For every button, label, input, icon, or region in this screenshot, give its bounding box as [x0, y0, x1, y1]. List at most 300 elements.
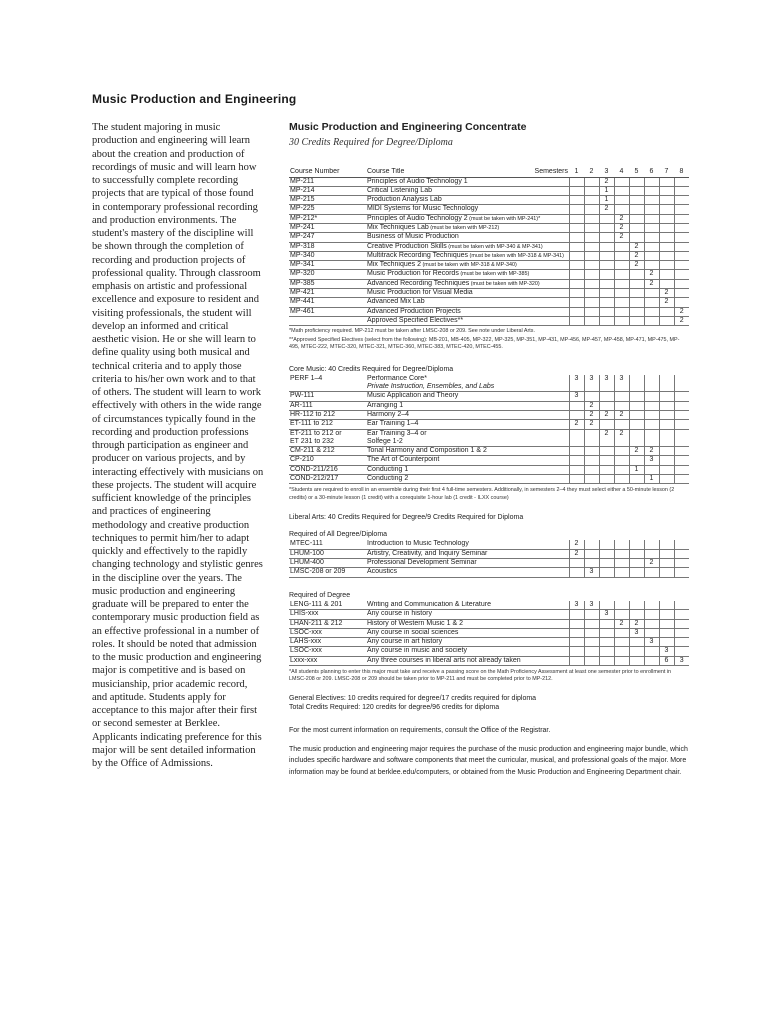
- semester-3-credits: [599, 656, 614, 665]
- semester-8-credits: [674, 559, 689, 568]
- course-title-text: Music Production for Records: [367, 270, 459, 278]
- table-row: [289, 177, 689, 186]
- semester-4-credits: [614, 316, 629, 325]
- semester-3-credits: [599, 316, 614, 325]
- semester-2-credits: [584, 447, 599, 456]
- semester-4-credits: [614, 186, 629, 195]
- semester-8-credits: [674, 270, 689, 279]
- semester-4-credits: [614, 279, 629, 288]
- course-number-text: MP-441: [290, 298, 315, 306]
- semester-6-credits: [644, 420, 659, 429]
- course-title-text: Advanced Mix Lab: [367, 298, 425, 306]
- course-title: [366, 465, 569, 474]
- course-title: [366, 549, 569, 558]
- course-number-text: LHAN-211 & 212: [290, 619, 343, 627]
- semester-4-credits: 2: [614, 410, 629, 419]
- table-row: [289, 251, 689, 260]
- total-credits: Total Credits Required: 120 credits for degree/96 credits for diploma: [289, 703, 500, 711]
- table-row: [289, 656, 689, 665]
- course-title-text: Professional Development Seminar: [367, 559, 477, 567]
- course-number: [289, 456, 366, 465]
- course-title-text: Mix Techniques Lab: [367, 223, 429, 231]
- course-number-text: MP-421: [290, 289, 315, 297]
- course-title: [366, 223, 569, 232]
- semester-7-credits: [659, 270, 674, 279]
- course-note: (must be taken with MP-318 & MP-341): [469, 252, 564, 259]
- header-sem-8: 8: [674, 168, 689, 177]
- course-title: [366, 186, 569, 195]
- course-title-text: Advanced Recording Techniques: [367, 279, 470, 287]
- semester-4-credits: [614, 647, 629, 656]
- semester-1-credits: [569, 223, 584, 232]
- table-row: [289, 619, 689, 628]
- course-number-text: MP-385: [290, 279, 315, 287]
- semester-7-credits: [659, 465, 674, 474]
- semester-7-credits: [659, 242, 674, 251]
- semester-1-credits: [569, 214, 584, 223]
- course-title-text: Arranging 1: [367, 401, 404, 409]
- semester-2-credits: [584, 261, 599, 270]
- semester-6-credits: [644, 601, 659, 610]
- course-title: [366, 447, 569, 456]
- semester-5-credits: [629, 429, 644, 447]
- semester-6-credits: [644, 568, 659, 577]
- course-number: [289, 475, 366, 484]
- totals: [289, 694, 689, 712]
- table-row: [289, 475, 689, 484]
- table-row: [289, 279, 689, 288]
- semester-1-credits: [569, 279, 584, 288]
- table-row: [289, 261, 689, 270]
- course-number-text: MP-318: [290, 242, 315, 250]
- course-number: [289, 233, 366, 242]
- table-row: [289, 456, 689, 465]
- semester-3-credits: [599, 628, 614, 637]
- course-title: [366, 233, 569, 242]
- course-number-text: LENG-111 & 201: [290, 600, 343, 608]
- semester-2-credits: [584, 196, 599, 205]
- header-sem-3: 3: [599, 168, 614, 177]
- semester-7-credits: [659, 375, 674, 392]
- course-title-text: Any course in art history: [367, 638, 443, 646]
- course-title: [366, 429, 569, 447]
- semester-5-credits: [629, 601, 644, 610]
- course-title: [366, 559, 569, 568]
- semester-6-credits: [644, 298, 659, 307]
- semester-2-credits: 3: [584, 375, 599, 392]
- semester-4-credits: [614, 289, 629, 298]
- semester-5-credits: 2: [629, 251, 644, 260]
- semester-7-credits: [659, 410, 674, 419]
- semester-1-credits: 3: [569, 392, 584, 401]
- course-number-text: MP-215: [290, 196, 315, 204]
- semester-2-credits: [584, 214, 599, 223]
- semester-3-credits: [599, 619, 614, 628]
- course-number: [289, 647, 366, 656]
- semester-4-credits: [614, 610, 629, 619]
- semester-1-credits: [569, 656, 584, 665]
- semester-2-credits: 3: [584, 601, 599, 610]
- semester-2-credits: [584, 270, 599, 279]
- semester-5-credits: 2: [629, 619, 644, 628]
- semester-5-credits: [629, 568, 644, 577]
- table-row: [289, 270, 689, 279]
- course-number: [289, 270, 366, 279]
- header-sem-4: 4: [614, 168, 629, 177]
- semester-4-credits: [614, 177, 629, 186]
- semester-1-credits: [569, 638, 584, 647]
- course-number-text: LSOC-xxx: [290, 628, 322, 636]
- semester-8-credits: [674, 196, 689, 205]
- semester-7-credits: [659, 392, 674, 401]
- concentrate-note-2: **Approved Specified Electives (select from the following): MB-201, MB-405, MP-322, MP-325, MP-351, MP-431, MP-456, MP-457, MP-458, MP-471, MP-475, MP-495, MTEC-222, MTEC-320, MTEC-321, MTEC-360, MTEC-383, MTEC-420, MTEC-455.: [289, 336, 680, 351]
- semester-4-credits: [614, 540, 629, 549]
- course-number-text: AR-111: [290, 401, 313, 409]
- semester-6-credits: [644, 401, 659, 410]
- semester-6-credits: [644, 647, 659, 656]
- semester-3-credits: 2: [599, 410, 614, 419]
- semester-4-credits: [614, 559, 629, 568]
- semester-7-credits: [659, 619, 674, 628]
- semester-6-credits: 3: [644, 638, 659, 647]
- semester-5-credits: 2: [629, 261, 644, 270]
- header-course-title-label: Course Title: [367, 168, 405, 175]
- course-title-text: Conducting 1: [367, 465, 409, 473]
- course-number-text: MP-212*: [290, 214, 318, 222]
- semester-5-credits: [629, 420, 644, 429]
- course-title: [366, 610, 569, 619]
- semester-4-credits: 2: [614, 214, 629, 223]
- course-number: [289, 638, 366, 647]
- semester-7-credits: 3: [659, 647, 674, 656]
- semester-5-credits: 2: [629, 242, 644, 251]
- semester-6-credits: [644, 233, 659, 242]
- semester-1-credits: [569, 289, 584, 298]
- course-number-text: MP-214: [290, 186, 315, 194]
- semester-1-credits: [569, 429, 584, 447]
- course-title-text: Introduction to Music Technology: [367, 540, 469, 548]
- all-degree-table: [289, 540, 689, 577]
- course-title-text: Mix Techniques 2: [367, 261, 421, 269]
- course-title-text: Tonal Harmony and Composition 1 & 2: [367, 447, 487, 455]
- course-number-text: MTEC-111: [290, 540, 323, 548]
- course-title-text: Acoustics: [367, 568, 397, 576]
- course-note: (must be taken with MP-340 & MP-341): [448, 243, 543, 250]
- table-row: [289, 610, 689, 619]
- course-number-text: MP-247: [290, 233, 315, 241]
- semester-6-credits: 3: [644, 456, 659, 465]
- course-title-text: Any three courses in liberal arts not already taken: [367, 656, 521, 664]
- semester-3-credits: [599, 559, 614, 568]
- semester-1-credits: [569, 261, 584, 270]
- table-row: [289, 420, 689, 429]
- semester-5-credits: [629, 214, 644, 223]
- header-sem-2: 2: [584, 168, 599, 177]
- course-title-text: MIDI Systems for Music Technology: [367, 205, 479, 213]
- course-title: [366, 307, 569, 316]
- semester-7-credits: 6: [659, 656, 674, 665]
- semester-6-credits: [644, 261, 659, 270]
- course-number: [289, 251, 366, 260]
- course-number-text: LAHS-xxx: [290, 638, 322, 646]
- table-row: [289, 628, 689, 637]
- course-number: [289, 242, 366, 251]
- course-title-text: History of Western Music 1 & 2: [367, 619, 463, 627]
- semester-3-credits: 2: [599, 177, 614, 186]
- semester-7-credits: 2: [659, 298, 674, 307]
- semester-7-credits: [659, 316, 674, 325]
- semester-5-credits: [629, 610, 644, 619]
- semester-6-credits: [644, 549, 659, 558]
- semester-1-credits: [569, 205, 584, 214]
- semester-6-credits: [644, 186, 659, 195]
- table-row: [289, 647, 689, 656]
- table-row: [289, 429, 689, 447]
- semester-8-credits: 2: [674, 316, 689, 325]
- course-number: [289, 568, 366, 577]
- semester-1-credits: [569, 647, 584, 656]
- course-number-text: PERF 1–4: [290, 374, 323, 382]
- course-number: [289, 619, 366, 628]
- table-row: [289, 540, 689, 549]
- course-number: [289, 447, 366, 456]
- course-number: [289, 610, 366, 619]
- semester-6-credits: [644, 307, 659, 316]
- semester-1-credits: [569, 628, 584, 637]
- header-sem-7: 7: [659, 168, 674, 177]
- course-number-text: ET-111 to 212: [290, 420, 333, 428]
- course-title: [366, 375, 569, 392]
- course-title-text: Multitrack Recording Techniques: [367, 251, 469, 259]
- semester-4-credits: [614, 447, 629, 456]
- table-row: [289, 568, 689, 577]
- course-number-text: COND-211/216: [290, 465, 338, 473]
- semester-1-credits: [569, 316, 584, 325]
- course-title-text: Production Analysis Lab: [367, 196, 442, 204]
- semester-8-credits: [674, 177, 689, 186]
- course-number: [289, 316, 366, 325]
- semester-7-credits: [659, 214, 674, 223]
- semester-7-credits: [659, 549, 674, 558]
- course-number: [289, 307, 366, 316]
- course-title-text: Ear Training 3–4 or: [367, 429, 427, 437]
- course-number: [289, 465, 366, 474]
- course-number: [289, 401, 366, 410]
- semester-3-credits: [599, 214, 614, 223]
- semester-4-credits: [614, 196, 629, 205]
- semester-5-credits: [629, 233, 644, 242]
- course-number-text: HR-112 to 212: [290, 410, 336, 418]
- semester-7-credits: [659, 251, 674, 260]
- course-title-text: Ear Training 1–4: [367, 420, 419, 428]
- semester-5-credits: [629, 279, 644, 288]
- semester-2-credits: [584, 559, 599, 568]
- semester-3-credits: [599, 456, 614, 465]
- semester-5-credits: [629, 289, 644, 298]
- semester-1-credits: [569, 251, 584, 260]
- semester-5-credits: [629, 647, 644, 656]
- semester-4-credits: [614, 656, 629, 665]
- semester-3-credits: [599, 647, 614, 656]
- course-number: [289, 298, 366, 307]
- semester-2-credits: [584, 656, 599, 665]
- course-title: [366, 242, 569, 251]
- course-number-text: MP-211: [290, 177, 314, 185]
- semester-2-credits: [584, 619, 599, 628]
- semester-6-credits: [644, 410, 659, 419]
- course-title-text: Conducting 2: [367, 475, 409, 483]
- semester-6-credits: [644, 619, 659, 628]
- semester-1-credits: [569, 465, 584, 474]
- semester-7-credits: [659, 628, 674, 637]
- semester-4-credits: [614, 549, 629, 558]
- course-title: [366, 540, 569, 549]
- course-number-text: LHIS-xxx: [290, 610, 319, 618]
- semester-2-credits: [584, 549, 599, 558]
- semester-7-credits: [659, 401, 674, 410]
- course-title: [366, 628, 569, 637]
- course-number-text: MP-461: [290, 307, 315, 315]
- course-number-text: LHUM-100: [290, 549, 324, 557]
- semester-2-credits: [584, 465, 599, 474]
- semester-8-credits: [674, 186, 689, 195]
- semester-5-credits: 1: [629, 465, 644, 474]
- semester-7-credits: [659, 601, 674, 610]
- course-title: [366, 279, 569, 288]
- semester-3-credits: 2: [599, 205, 614, 214]
- semester-4-credits: [614, 261, 629, 270]
- semester-5-credits: [629, 298, 644, 307]
- semester-5-credits: [629, 656, 644, 665]
- semester-8-credits: [674, 549, 689, 558]
- course-note: (must be taken with MP-320): [470, 280, 540, 287]
- semester-6-credits: [644, 628, 659, 637]
- course-number: [289, 628, 366, 637]
- table-row: [289, 559, 689, 568]
- table-row: [289, 205, 689, 214]
- course-number: [289, 196, 366, 205]
- semester-7-credits: [659, 475, 674, 484]
- semester-8-credits: [674, 279, 689, 288]
- semester-6-credits: [644, 540, 659, 549]
- table-row: [289, 638, 689, 647]
- course-title-text: Approved Specified Electives**: [367, 316, 464, 324]
- semester-1-credits: [569, 233, 584, 242]
- semester-8-credits: [674, 251, 689, 260]
- page-title: Music Production and Engineering: [92, 92, 297, 106]
- semester-8-credits: [674, 242, 689, 251]
- course-title-text: Critical Listening Lab: [367, 186, 432, 194]
- semester-3-credits: [599, 223, 614, 232]
- semester-6-credits: [644, 375, 659, 392]
- semester-4-credits: [614, 456, 629, 465]
- course-number-text: Lxxx-xxx: [290, 656, 318, 664]
- course-title-text: Music Production for Visual Media: [367, 289, 473, 297]
- course-title-text: Music Application and Theory: [367, 392, 459, 400]
- semester-8-credits: [674, 392, 689, 401]
- semester-3-credits: [599, 233, 614, 242]
- semester-6-credits: 2: [644, 559, 659, 568]
- liberal-heading: Liberal Arts: 40 Credits Required for Degree/9 Credits Required for Diploma: [289, 514, 524, 522]
- semester-8-credits: [674, 628, 689, 637]
- semester-8-credits: [674, 456, 689, 465]
- table-row: [289, 223, 689, 232]
- semester-4-credits: 2: [614, 619, 629, 628]
- semester-4-credits: 2: [614, 233, 629, 242]
- table-row: [289, 289, 689, 298]
- semester-7-credits: [659, 638, 674, 647]
- semester-8-credits: [674, 420, 689, 429]
- course-number: [289, 392, 366, 401]
- semester-3-credits: [599, 289, 614, 298]
- semester-1-credits: [569, 619, 584, 628]
- semester-1-credits: [569, 242, 584, 251]
- semester-6-credits: [644, 196, 659, 205]
- semester-4-credits: [614, 251, 629, 260]
- semester-8-credits: [674, 568, 689, 577]
- semester-8-credits: [674, 289, 689, 298]
- semester-5-credits: [629, 307, 644, 316]
- course-note: (must be taken with MP-385): [460, 271, 530, 278]
- course-number: [289, 261, 366, 270]
- course-title-text: Writing and Communication & Literature: [367, 600, 491, 608]
- course-title-text: Principles of Audio Technology 2: [367, 214, 468, 222]
- semester-2-credits: [584, 177, 599, 186]
- semester-2-credits: [584, 223, 599, 232]
- semester-1-credits: 2: [569, 420, 584, 429]
- semester-8-credits: 3: [674, 656, 689, 665]
- course-number: [289, 429, 366, 447]
- semester-4-credits: [614, 270, 629, 279]
- semester-2-credits: [584, 279, 599, 288]
- course-number: [289, 177, 366, 186]
- semester-8-credits: [674, 410, 689, 419]
- semester-5-credits: [629, 223, 644, 232]
- semester-3-credits: [599, 465, 614, 474]
- header-sem-1: 1: [569, 168, 584, 177]
- semester-1-credits: [569, 298, 584, 307]
- degree-heading: Required of Degree: [289, 591, 351, 599]
- semester-6-credits: [644, 205, 659, 214]
- course-title-text: Any course in history: [367, 610, 432, 618]
- table-row: [289, 392, 689, 401]
- course-title: [366, 619, 569, 628]
- semester-2-credits: [584, 647, 599, 656]
- semester-1-credits: [569, 196, 584, 205]
- course-title: [366, 205, 569, 214]
- course-title-text: Harmony 2–4: [367, 410, 410, 418]
- course-title: [366, 401, 569, 410]
- semester-3-credits: [599, 279, 614, 288]
- semester-7-credits: 2: [659, 289, 674, 298]
- table-row: [289, 465, 689, 474]
- semester-7-credits: [659, 420, 674, 429]
- semester-7-credits: [659, 279, 674, 288]
- semester-4-credits: [614, 638, 629, 647]
- semester-6-credits: [644, 251, 659, 260]
- semester-8-credits: [674, 375, 689, 392]
- semester-6-credits: 2: [644, 279, 659, 288]
- semester-2-credits: 3: [584, 568, 599, 577]
- course-number: [289, 540, 366, 549]
- course-number: [289, 186, 366, 195]
- semester-7-credits: [659, 177, 674, 186]
- semester-2-credits: [584, 186, 599, 195]
- intro-paragraph: The student majoring in music production and engineering will learn about the creation and production of recordings of music and will learn how to successfully complete recording projects that are typical of those found in contemporary professional recording and production environments. The student's mastery of the discipline will be shown through the completion of recording and production projects of professional quality. Through classroom emphasis on artistic and professional excellence and exposure to resident and visiting professionals, the student will develop an informed and critical aesthetic vision. He or she will learn to define quality using both musical and technical criteria and to apply those criteria to his/her own work and to that of others. The student will learn to work effectively with others in the wide range of circumstances typically found in the recording and production professions through participation as engineer and producer on various projects, and by interacting effectively with musicians on these projects. The student will acquire sufficient knowledge of the principles and practices of engineering methodology and creative production techniques to permit him/her to adapt quickly and effectively to the rapidly changing technology and stylistic genres in the discipline over the years. The music production and engineering graduate will be prepared to enter the contemporary music production field as an effective professional in a number of roles. It should be noted that admission to the music production and engineering major is competitive and is based on musicianship, prior academic record, and aptitude. Students apply for acceptance to this major after their first or second semester at Berklee. Applicants indicating preference for this major will be sent detailed information by the Office of Admissions.: [92, 122, 264, 769]
- table-row: [289, 401, 689, 410]
- semester-7-credits: [659, 540, 674, 549]
- course-title: [366, 177, 569, 186]
